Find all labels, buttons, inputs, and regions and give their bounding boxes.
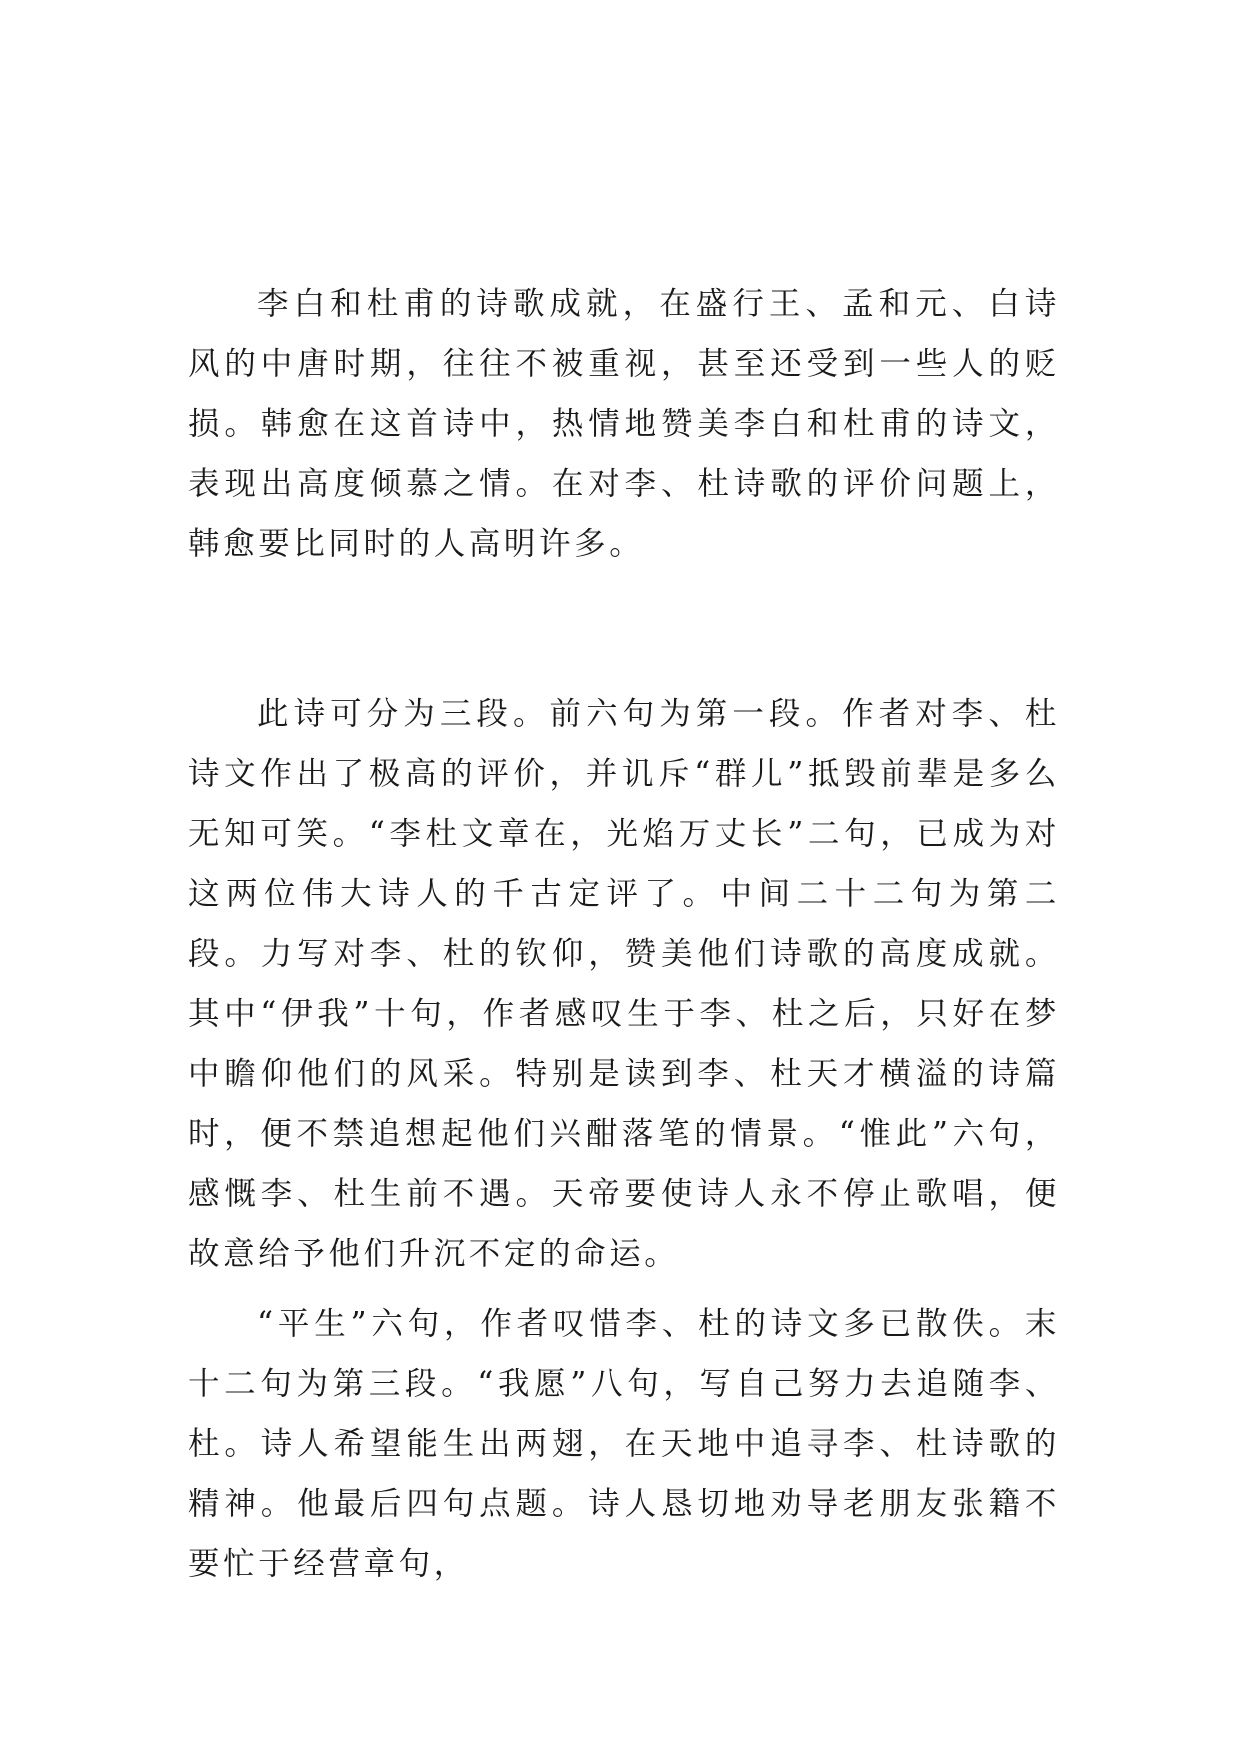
body-paragraph-3: “平生”六句，作者叹惜李、杜的诗文多已散佚。末十二句为第三段。“我愿”八句，写自己努力去追随李、杜。诗人希望能生出两翅，在天地中追寻李、杜诗歌的精神。他最后四句点题。诗人恳切地劝导老朋友张籍不要忙于经营章句， [188,1306,1060,1582]
body-paragraph-1: 李白和杜甫的诗歌成就，在盛行王、孟和元、白诗风的中唐时期，往往不被重视，甚至还受到一些人的贬损。韩愈在这首诗中，热情地赞美李白和杜甫的诗文，表现出高度倾慕之情。在对李、杜诗歌的评价问题上，韩愈要比同时的人高明许多。 [188,286,1060,562]
body-paragraph-2: 此诗可分为三段。前六句为第一段。作者对李、杜诗文作出了极高的评价，并讥斥“群儿”抵毁前辈是多么无知可笑。“李杜文章在，光焰万丈长”二句，已成为对这两位伟大诗人的千古定评了。中间二十二句为第二段。力写对李、杜的钦仰，赞美他们诗歌的高度成就。其中“伊我”十句，作者感叹生于李、杜之后，只好在梦中瞻仰他们的风采。特别是读到李、杜天才横溢的诗篇时，便不禁追想起他们兴酣落笔的情景。“惟此”六句，感慨李、杜生前不遇。天帝要使诗人永不停止歌唱，便故意给予他们升沉不定的命运。 [188,696,1060,1272]
